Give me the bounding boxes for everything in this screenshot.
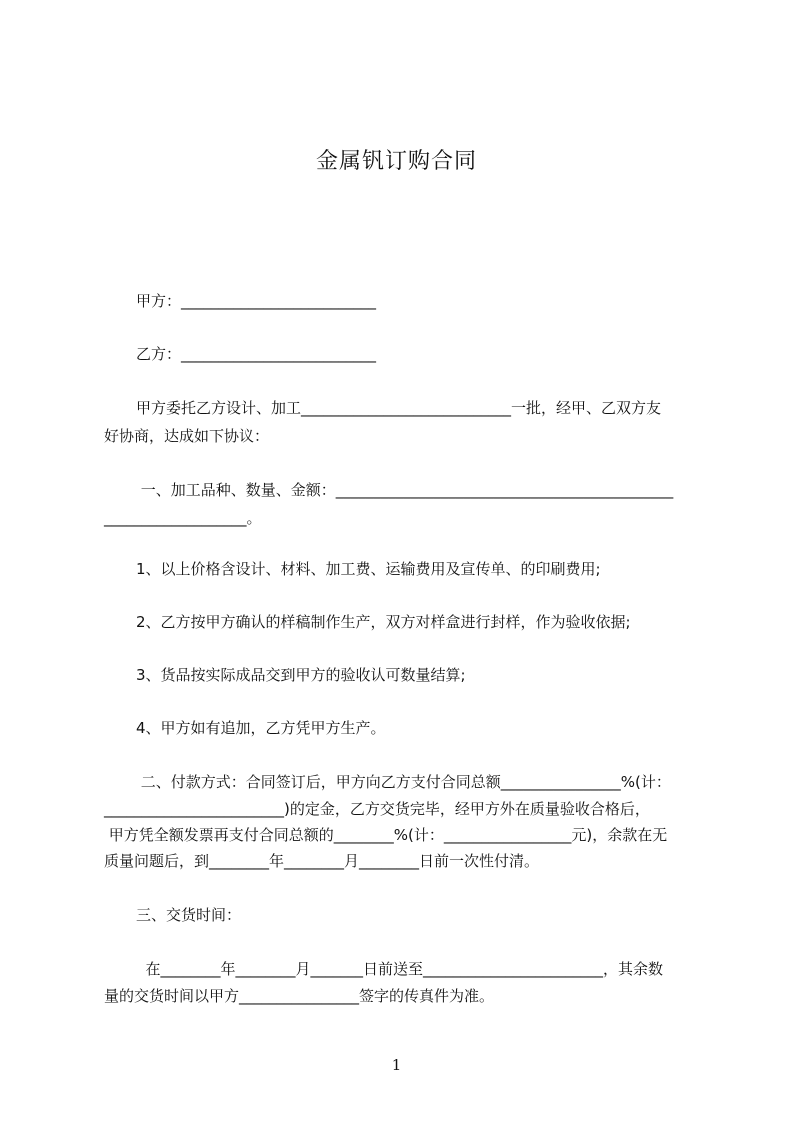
- section1-line-2: ___________________。: [104, 509, 262, 527]
- clause-item-1: 1、以上价格含设计、材料、加工费、运输费用及宣传单、的印刷费用;: [136, 560, 601, 578]
- page-title: 金属钒订购合同: [315, 149, 477, 174]
- party-a-line: 甲方：__________________________: [136, 292, 377, 310]
- intro-line-2: 好协商，达成如下协议：: [104, 427, 270, 445]
- section2-line-4: 质量问题后，到________年________月________日前一次性付清。: [104, 852, 540, 870]
- section1-line-1: 一、加工品种、数量、金额：_____________________________________________: [136, 481, 674, 499]
- section2-line-1: 二、付款方式：合同签订后，甲方向乙方支付合同总额________________%(计：: [136, 773, 671, 791]
- intro-line-1: 甲方委托乙方设计、加工____________________________一批，经甲、乙双方友: [136, 399, 662, 417]
- section2-line-3: 甲方凭全额发票再支付合同总额的________%(计：_________________元)，余款在无: [104, 826, 668, 844]
- clause-item-2: 2、乙方按甲方确认的样稿制作生产，双方对样盒进行封样，作为验收依据;: [136, 613, 631, 631]
- clause-item-3: 3、货品按实际成品交到甲方的验收认可数量结算;: [136, 666, 466, 684]
- page-number: 1: [391, 1056, 402, 1074]
- clause-item-4: 4、甲方如有追加，乙方凭甲方生产。: [136, 719, 386, 737]
- section2-line-2: ________________________)的定金，乙方交货完毕，经甲方外在质量验收合格后，: [104, 800, 650, 818]
- delivery-line-2: 量的交货时间以甲方________________签字的传真件为准。: [104, 987, 495, 1005]
- section3-heading: 三、交货时间：: [136, 906, 242, 924]
- party-b-line: 乙方：__________________________: [136, 345, 377, 363]
- delivery-line-1: 在________年________月_______日前送至________________________，其余数: [136, 960, 664, 978]
